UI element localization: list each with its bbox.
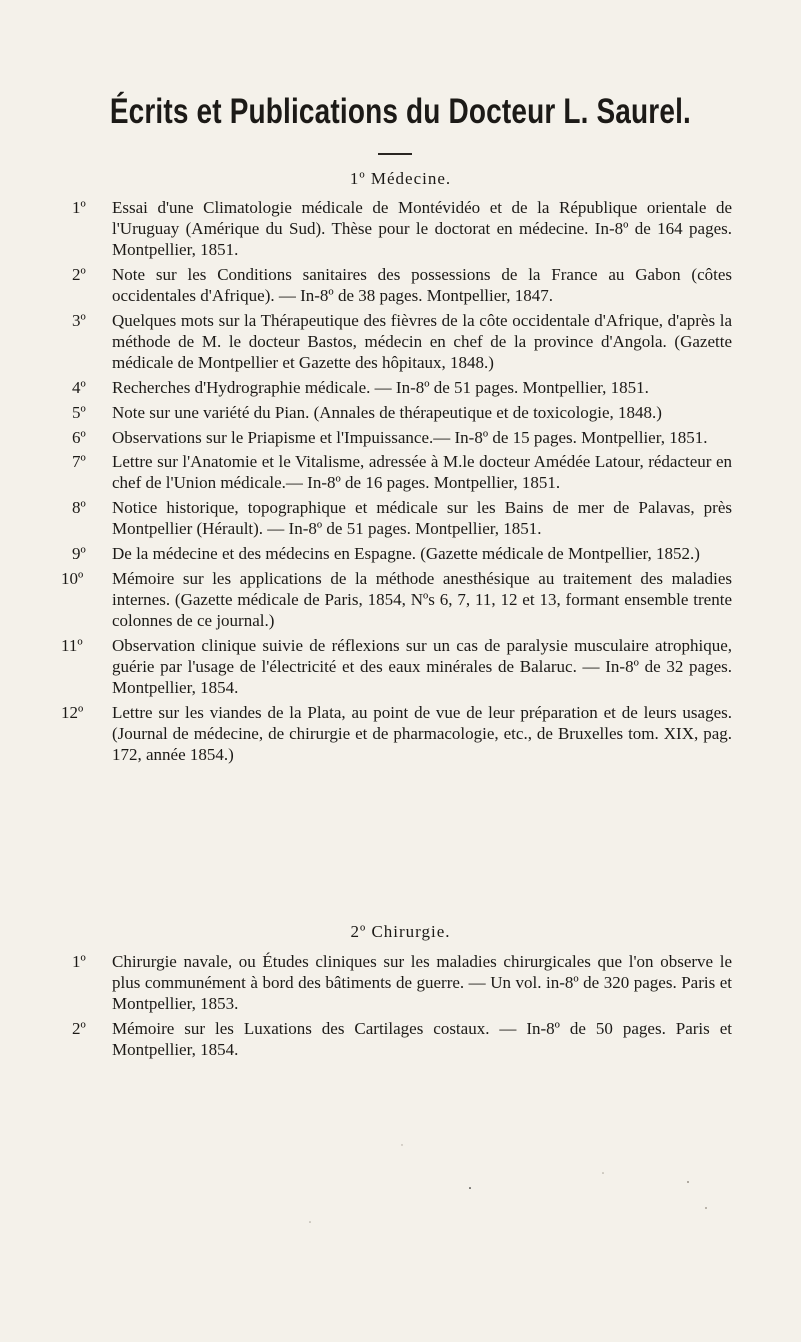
- entry-number: 11º: [61, 635, 83, 655]
- entry-number: 1º: [72, 952, 86, 971]
- entry-number: 6º: [72, 427, 86, 447]
- entry-number: 1º: [72, 198, 86, 217]
- entry-number: 8º: [72, 498, 86, 518]
- entry-number: 10º: [61, 568, 84, 588]
- entry-text: Lettre sur les viandes de la Plata, au point de vue de leur préparation et de leurs usages. (Journal de médecine, de chirurgie et de pharmacologie, etc., de Bruxelles tom. XIX, pag. 172, année 1854.): [112, 702, 732, 765]
- section-heading-medecine: 1º Médecine.: [349, 169, 452, 188]
- entry-number: 2º: [72, 265, 86, 285]
- entry-number: 5º: [72, 402, 86, 422]
- section-heading-chirurgie: 2º Chirurgie.: [350, 922, 451, 941]
- entry-text: Notice historique, topographique et médicale sur les Bains de mer de Palavas, près Montpellier (Hérault). — In-8º de 51 pages. Montpellier, 1851.: [112, 498, 732, 539]
- entry-text: Quelques mots sur la Thérapeutique des fièvres de la côte occidentale d'Afrique, d'après la méthode de M. le docteur Bastos, médecin en chef de la province d'Angola. (Gazette médicale de Montpellier et Gazette des hôpitaux, 1848.): [112, 311, 732, 373]
- page-title: Écrits et Publications du Docteur L. Saurel.: [109, 92, 691, 131]
- entry-number: 2º: [72, 1019, 86, 1039]
- entry-number: 4º: [72, 378, 86, 398]
- entry-number: 9º: [72, 544, 86, 564]
- entry-text: Mémoire sur les Luxations des Cartilages costaux. — In-8º de 50 pages. Paris et Montpellier, 1854.: [112, 1019, 732, 1060]
- entry-text: Note sur les Conditions sanitaires des possessions de la France au Gabon (côtes occidentales d'Afrique). — In-8º de 38 pages. Montpellier, 1847.: [112, 265, 732, 306]
- entry-text: Recherches d'Hydrographie médicale. — In-8º de 51 pages. Montpellier, 1851.: [112, 378, 649, 398]
- entry-text: De la médecine et des médecins en Espagne. (Gazette médicale de Montpellier, 1852.): [112, 544, 700, 564]
- entry-number: 7º: [72, 452, 86, 472]
- entry-text: Mémoire sur les applications de la méthode anesthésique au traitement des maladies internes. (Gazette médicale de Paris, 1854, Nºs 6, 7, 11, 12 et 13, formant ensemble trente colonnes de ce journal.): [112, 568, 732, 631]
- entry-text: Observations sur le Priapisme et l'Impuissance.— In-8º de 15 pages. Montpellier, 1851.: [112, 427, 708, 447]
- entry-number: 12º: [61, 702, 84, 722]
- entry-text: Chirurgie navale, ou Études cliniques sur les maladies chirurgicales que l'on observe le plus communément à bord des bâtiments de guerre. — Un vol. in-8º de 320 pages. Paris et Montpellier, 1853.: [112, 952, 732, 1014]
- entry-text: Note sur une variété du Pian. (Annales de thérapeutique et de toxicologie, 1848.): [112, 402, 662, 422]
- entry-number: 3º: [72, 311, 86, 331]
- entry-text: Essai d'une Climatologie médicale de Montévidéo et de la République orientale de l'Uruguay (Amérique du Sud). Thèse pour le doctorat en médecine. In-8º de 164 pages. Montpellier, 1851.: [112, 198, 732, 260]
- entry-text: Observation clinique suivie de réflexions sur un cas de paralysie musculaire atrophique, guérie par l'usage de l'électricité et des eaux minérales de Balaruc. — In-8º de 32 pages. Montpellier, 1854.: [112, 635, 732, 698]
- entry-text: Lettre sur l'Anatomie et le Vitalisme, adressée à M.le docteur Amédée Latour, rédacteur en chef de l'Union médicale.— In-8º de 16 pages. Montpellier, 1851.: [112, 452, 732, 493]
